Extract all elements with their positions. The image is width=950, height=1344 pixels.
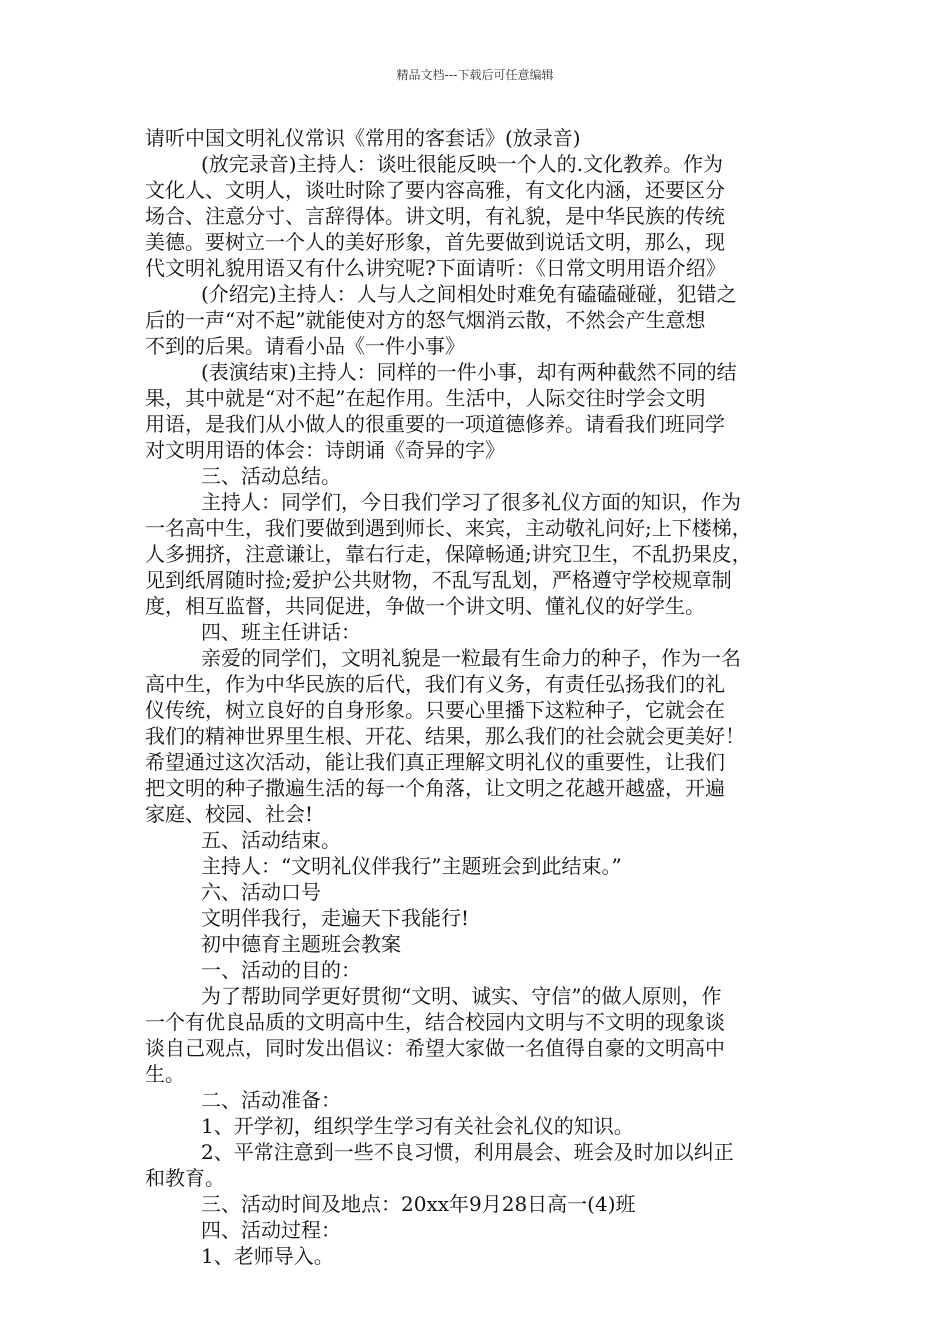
text-line: 希望通过这次活动，能让我们真正理解文明礼仪的重要性，让我们: [145, 750, 725, 774]
text-line: 1、开学初，组织学生学习有关社会礼仪的知识。: [201, 1114, 634, 1138]
text-line: 主持人：同学们，今日我们学习了很多礼仪方面的知识，作为: [201, 490, 741, 514]
text-line: (表演结束)主持人：同样的一件小事，却有两种截然不同的结: [201, 360, 737, 384]
text-line: 一、活动的目的：: [201, 958, 361, 982]
text-line: 文化人、文明人，谈吐时除了要内容高雅，有文化内涵，还要区分: [145, 178, 725, 202]
text-line: 代文明礼貌用语又有什么讲究呢?下面请听：《日常文明用语介绍》: [145, 256, 726, 280]
text-line: 1、老师导入。: [201, 1244, 334, 1268]
text-line: 仪传统，树立良好的自身形象。只要心里播下这粒种子，它就会在: [145, 698, 725, 722]
text-line: 四、班主任讲话：: [201, 620, 361, 644]
document-body: [145, 125, 805, 1269]
text-line: 见到纸屑随时捡;爱护公共财物，不乱写乱划，严格遵守学校规章制: [145, 568, 732, 592]
text-line: 一名高中生，我们要做到遇到师长、来宾，主动敬礼问好;上下楼梯，: [145, 516, 752, 540]
text-line: (介绍完)主持人：人与人之间相处时难免有磕磕碰碰，犯错之: [201, 282, 737, 306]
text-line: 四、活动过程：: [201, 1218, 341, 1242]
text-line: 请听中国文明礼仪常识《常用的客套话》(放录音): [145, 126, 581, 150]
text-line: 一个有优良品质的文明高中生，结合校园内文明与不文明的现象谈: [145, 1010, 725, 1034]
text-line: 高中生，作为中华民族的后代，我们有义务，有责任弘扬我们的礼: [145, 672, 725, 696]
text-line: 亲爱的同学们，文明礼貌是一粒最有生命力的种子，作为一名: [201, 646, 741, 670]
text-line: 场合、注意分寸、言辞得体。讲文明，有礼貌，是中华民族的传统: [145, 204, 725, 228]
text-line: 二、活动准备：: [201, 1088, 341, 1112]
text-line: 用语，是我们从小做人的很重要的一项道德修养。请看我们班同学: [145, 412, 725, 436]
text-line: 2、平常注意到一些不良习惯，利用晨会、班会及时加以纠正: [201, 1140, 734, 1164]
page-header: 精品文档---下载后可任意编辑: [396, 68, 554, 82]
text-line: 谈自己观点，同时发出倡议：希望大家做一名值得自豪的文明高中: [145, 1036, 725, 1060]
text-line: 六、活动口号: [201, 880, 321, 904]
text-line: 文明伴我行，走遍天下我能行!: [201, 906, 470, 930]
text-line: 家庭、校园、社会!: [145, 802, 314, 826]
text-line: 人多拥挤，注意谦让，靠右行走，保障畅通;讲究卫生，不乱扔果皮，: [145, 542, 752, 566]
text-line: 度，相互监督，共同促进，争做一个讲文明、懂礼仪的好学生。: [145, 594, 705, 618]
text-line: 我们的精神世界里生根、开花、结果，那么我们的社会就会更美好！: [145, 724, 745, 748]
text-line: 对文明用语的体会：诗朗诵《奇异的字》: [145, 438, 505, 462]
text-line: 后的一声“对不起”就能使对方的怒气烟消云散，不然会产生意想: [145, 308, 706, 332]
text-line: 初中德育主题班会教案: [201, 932, 401, 956]
text-line: 为了帮助同学更好贯彻“文明、诚实、守信”的做人原则，作: [201, 984, 722, 1008]
text-line: (放完录音)主持人：谈吐很能反映一个人的.文化教养。作为: [201, 152, 723, 176]
text-line: 果，其中就是“对不起”在起作用。生活中，人际交往时学会文明: [145, 386, 706, 410]
text-line: 和教育。: [145, 1166, 225, 1190]
text-line: 三、活动时间及地点：20xx年9月28日高一(4)班: [201, 1192, 636, 1216]
text-line: 三、活动总结。: [201, 464, 341, 488]
text-line: 把文明的种子撒遍生活的每一个角落，让文明之花越开越盛，开遍: [145, 776, 725, 800]
text-line: 主持人：“文明礼仪伴我行”主题班会到此结束。”: [201, 854, 622, 878]
text-line: 生。: [145, 1062, 185, 1086]
text-line: 美德。要树立一个人的美好形象，首先要做到说话文明，那么，现: [145, 230, 725, 254]
text-line: 五、活动结束。: [201, 828, 341, 852]
text-line: 不到的后果。请看小品《一件小事》: [145, 334, 465, 358]
